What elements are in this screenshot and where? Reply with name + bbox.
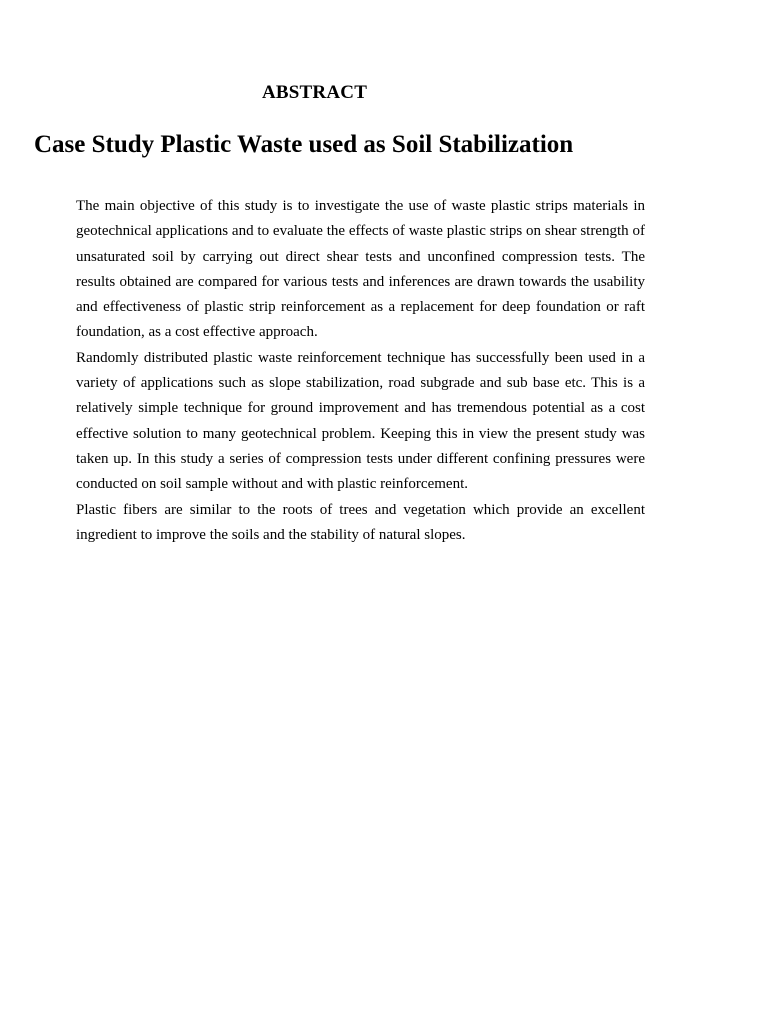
abstract-body [76,194,645,548]
document-title: Case Study Plastic Waste used as Soil Stabilization [34,131,574,158]
paragraph: Randomly distributed plastic waste reinforcement technique has successfully been used in a variety of applications such as slope stabilization, road subgrade and sub base etc. This is a relatively simple technique for ground improvement and has tremendous potential as a cost effective solution to many geotechnical problem. Keeping this in view the present study was taken up. In this study a series of compression tests under different confining pressures were conducted on soil sample without and with plastic reinforcement. [76,349,645,493]
paragraph: The main objective of this study is to investigate the use of waste plastic strips materials in geotechnical applications and to evaluate the effects of waste plastic strips on shear strength of unsaturated soil by carrying out direct shear tests and unconfined compression tests. The results obtained are compared for various tests and inferences are drawn towards the usability and effectiveness of plastic strip reinforcement as a replacement for deep foundation or raft foundation, as a cost effective approach. [76,198,645,341]
paragraph: Plastic fibers are similar to the roots of trees and vegetation which provide an excellent ingredient to improve the soils and the stability of natural slopes. [76,501,645,543]
abstract-heading: ABSTRACT [262,82,368,103]
